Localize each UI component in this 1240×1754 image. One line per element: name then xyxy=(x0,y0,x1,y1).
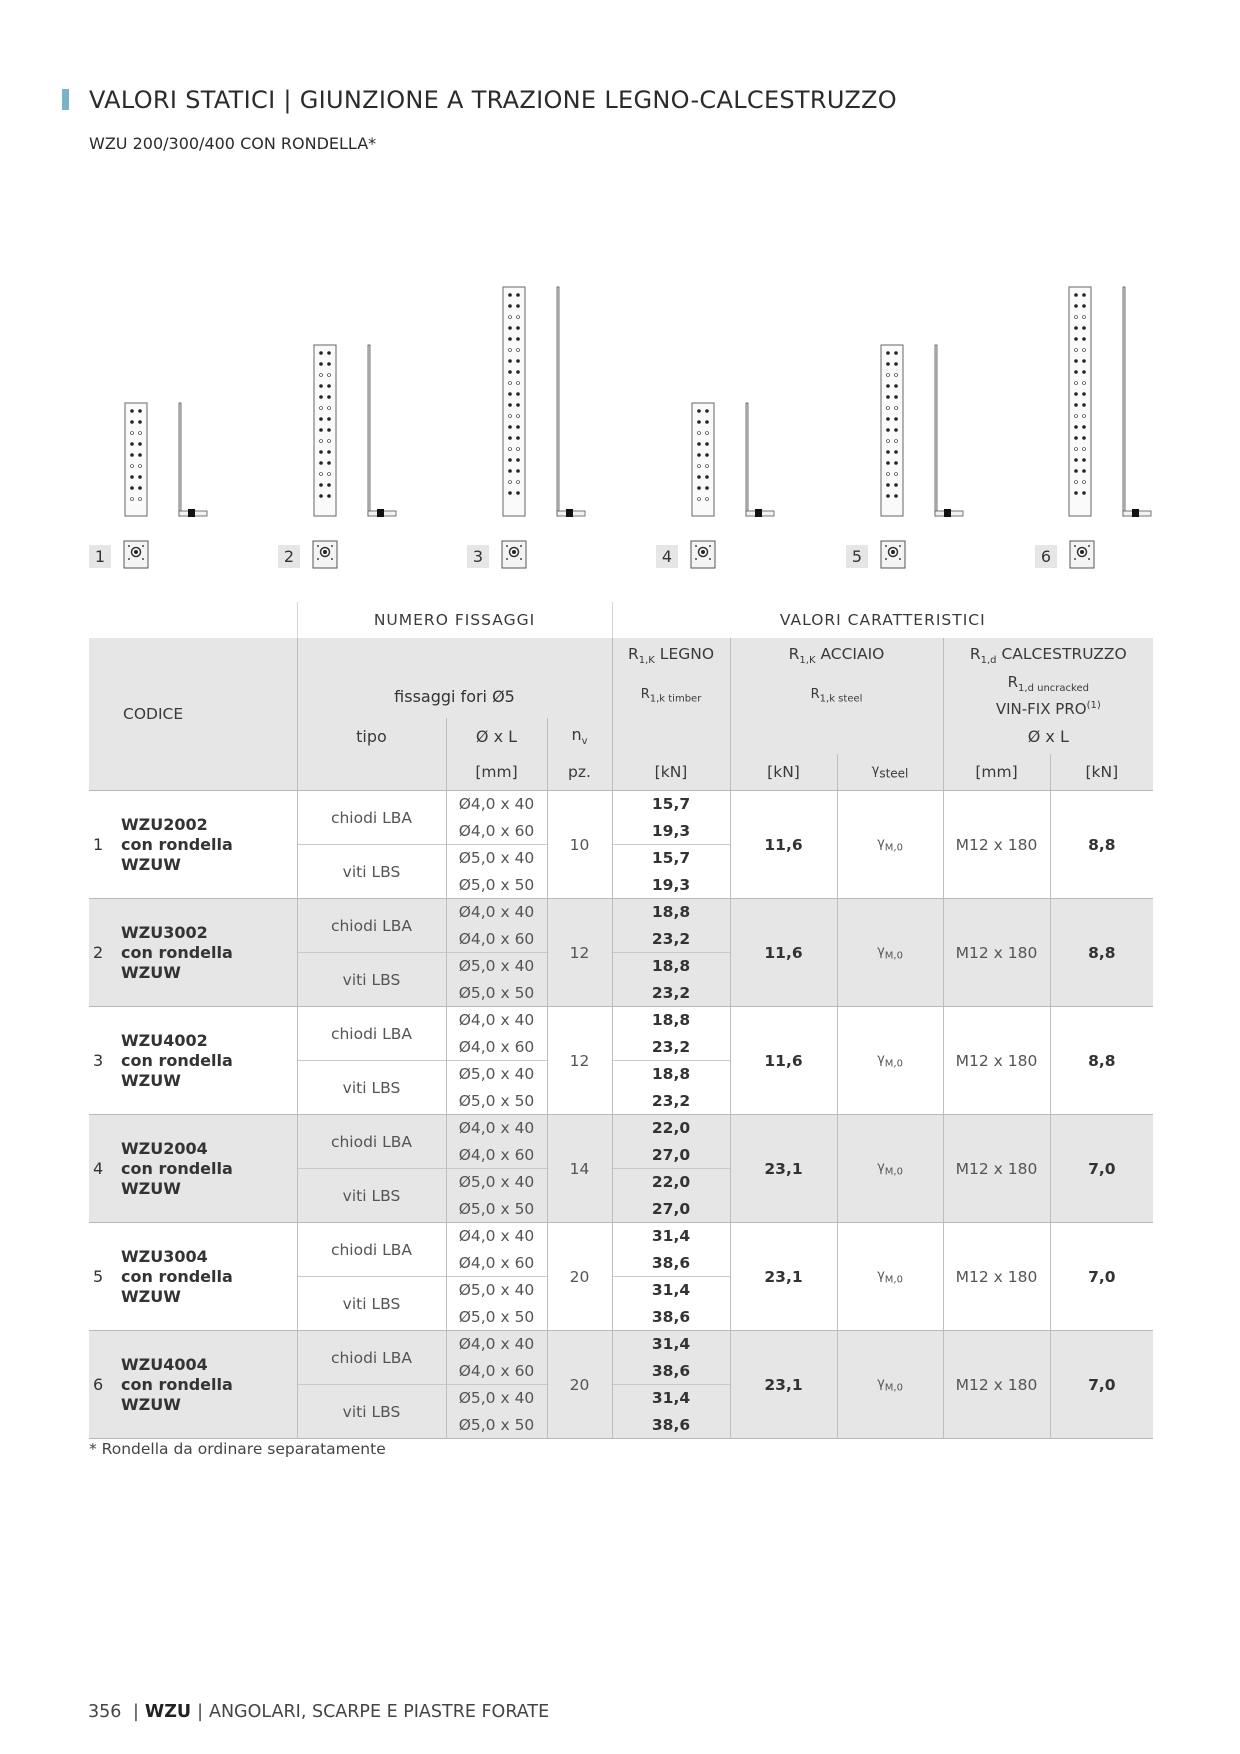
fixing-type: viti LBS xyxy=(297,1385,446,1439)
figure-number-label: 4 xyxy=(656,545,678,568)
unit-pz: pz. xyxy=(547,754,612,791)
r-concrete-value: 8,8 xyxy=(1050,899,1153,1007)
header-nv: $n_v$ xyxy=(547,718,612,754)
fixing-type: chiodi LBA xyxy=(297,899,446,953)
r-steel-value: 11,6 xyxy=(730,899,837,1007)
plate-side-view xyxy=(935,345,937,516)
fixing-dimension: Ø5,0 x 40 xyxy=(446,1061,547,1088)
header-r-timber: $R_{1,k timber}$ xyxy=(612,674,730,718)
plate-side-view xyxy=(368,345,370,516)
r-concrete-value: 8,8 xyxy=(1050,791,1153,899)
gamma-value: $\gamma_{M,0}$ xyxy=(837,899,943,1007)
header-fissaggi: fissaggi fori Ø5 xyxy=(297,638,612,718)
header-tipo: tipo xyxy=(297,718,446,754)
plate-side-view xyxy=(557,287,559,516)
r-timber-value: 15,7 xyxy=(612,791,730,818)
anchor-value: M12 x 180 xyxy=(943,1223,1050,1331)
table-row xyxy=(89,791,1153,818)
anchor-value: M12 x 180 xyxy=(943,791,1050,899)
figure-number-label: 6 xyxy=(1035,545,1057,568)
fixing-type: chiodi LBA xyxy=(297,1223,446,1277)
plate-front-view xyxy=(503,287,525,516)
fixing-dimension: Ø4,0 x 40 xyxy=(446,1007,547,1034)
header-dxl: Ø x L xyxy=(446,718,547,754)
group-header-values: VALORI CARATTERISTICI xyxy=(612,602,1153,638)
fixing-dimension: Ø5,0 x 40 xyxy=(446,1277,547,1304)
fixing-type: chiodi LBA xyxy=(297,791,446,845)
fixing-type: viti LBS xyxy=(297,1169,446,1223)
table-row xyxy=(89,1331,1153,1358)
unit-kn-acciaio: [kN] xyxy=(730,754,837,791)
r-steel-value: 11,6 xyxy=(730,1007,837,1115)
anchor-value: M12 x 180 xyxy=(943,1331,1050,1439)
fixing-dimension: Ø4,0 x 40 xyxy=(446,1223,547,1250)
r-steel-value: 23,1 xyxy=(730,1223,837,1331)
r-timber-value: 23,2 xyxy=(612,926,730,953)
table-row xyxy=(89,1223,1153,1250)
r-timber-value: 27,0 xyxy=(612,1196,730,1223)
fixing-dimension: Ø4,0 x 60 xyxy=(446,926,547,953)
r-timber-value: 18,8 xyxy=(612,899,730,926)
r-timber-value: 18,8 xyxy=(612,953,730,980)
plate-front-view xyxy=(692,403,714,516)
r-timber-value: 23,2 xyxy=(612,1088,730,1115)
row-code: WZU2002 con rondella WZUW xyxy=(121,791,297,899)
plate-front-view xyxy=(125,403,147,516)
page-number: 356 xyxy=(88,1702,122,1722)
r-concrete-value: 7,0 xyxy=(1050,1115,1153,1223)
plate-side-view xyxy=(1123,287,1125,516)
r-timber-value: 31,4 xyxy=(612,1331,730,1358)
page-subtitle: WZU 200/300/400 CON RONDELLA* xyxy=(89,134,377,153)
r-timber-value: 22,0 xyxy=(612,1169,730,1196)
r-timber-value: 38,6 xyxy=(612,1412,730,1439)
fixing-dimension: Ø5,0 x 40 xyxy=(446,1169,547,1196)
footnote: * Rondella da ordinare separatamente xyxy=(89,1440,386,1458)
unit-gamma: $\gamma_{steel}$ xyxy=(837,754,943,791)
page-footer: 356 | WZU | ANGOLARI, SCARPE E PIASTRE FORATE xyxy=(88,1702,550,1722)
unit-kn-legno: [kN] xyxy=(612,754,730,791)
r-timber-value: 38,6 xyxy=(612,1304,730,1331)
r-steel-value: 23,1 xyxy=(730,1115,837,1223)
header-cls-dxl: Ø x L xyxy=(943,718,1153,754)
header-r-legno: $R_{1,K}$ LEGNO xyxy=(612,638,730,674)
figure-number-label: 3 xyxy=(467,545,489,568)
r-timber-value: 18,8 xyxy=(612,1007,730,1034)
fixing-dimension: Ø5,0 x 50 xyxy=(446,872,547,899)
r-timber-value: 23,2 xyxy=(612,1034,730,1061)
fixing-count: 20 xyxy=(547,1223,612,1331)
fixing-count: 12 xyxy=(547,1007,612,1115)
fixing-dimension: Ø4,0 x 60 xyxy=(446,1358,547,1385)
row-index: 4 xyxy=(89,1115,121,1223)
gamma-value: $\gamma_{M,0}$ xyxy=(837,1007,943,1115)
r-concrete-value: 7,0 xyxy=(1050,1331,1153,1439)
r-concrete-value: 8,8 xyxy=(1050,1007,1153,1115)
table-row xyxy=(89,1115,1153,1142)
r-timber-value: 19,3 xyxy=(612,872,730,899)
plate-side-view xyxy=(179,403,181,516)
figure-number-label: 5 xyxy=(846,545,868,568)
static-values-table xyxy=(89,602,1153,1439)
row-index: 5 xyxy=(89,1223,121,1331)
r-timber-value: 38,6 xyxy=(612,1250,730,1277)
r-timber-value: 31,4 xyxy=(612,1223,730,1250)
r-timber-value: 23,2 xyxy=(612,980,730,1007)
fixing-dimension: Ø4,0 x 60 xyxy=(446,1250,547,1277)
r-concrete-value: 7,0 xyxy=(1050,1223,1153,1331)
fixing-dimension: Ø5,0 x 50 xyxy=(446,1088,547,1115)
unit-mm: [mm] xyxy=(446,754,547,791)
unit-kn-cls: [kN] xyxy=(1050,754,1153,791)
row-code: WZU2004 con rondella WZUW xyxy=(121,1115,297,1223)
anchor-value: M12 x 180 xyxy=(943,1115,1050,1223)
fixing-count: 20 xyxy=(547,1331,612,1439)
fixing-dimension: Ø5,0 x 50 xyxy=(446,1412,547,1439)
header-codice: CODICE xyxy=(123,705,184,723)
header-r-cls: $R_{1,d}$ CALCESTRUZZO xyxy=(943,638,1153,674)
header-r-steel: $R_{1,k steel}$ xyxy=(730,674,943,718)
fixing-count: 10 xyxy=(547,791,612,899)
page-title: VALORI STATICI | GIUNZIONE A TRAZIONE LEGNO-CALCESTRUZZO xyxy=(89,86,897,114)
r-steel-value: 23,1 xyxy=(730,1331,837,1439)
fixing-dimension: Ø4,0 x 60 xyxy=(446,1034,547,1061)
group-header-fixings: NUMERO FISSAGGI xyxy=(297,602,612,638)
unit-mm-cls: [mm] xyxy=(943,754,1050,791)
row-code: WZU3002 con rondella WZUW xyxy=(121,899,297,1007)
fixing-dimension: Ø4,0 x 40 xyxy=(446,1115,547,1142)
fixing-type: chiodi LBA xyxy=(297,1331,446,1385)
r-timber-value: 27,0 xyxy=(612,1142,730,1169)
r-timber-value: 38,6 xyxy=(612,1358,730,1385)
table-row xyxy=(89,899,1153,926)
figure-number-label: 2 xyxy=(278,545,300,568)
footer-section: ANGOLARI, SCARPE E PIASTRE FORATE xyxy=(209,1702,550,1722)
plate-front-view xyxy=(1069,287,1091,516)
table-row xyxy=(89,1007,1153,1034)
row-index: 3 xyxy=(89,1007,121,1115)
row-code: WZU4002 con rondella WZUW xyxy=(121,1007,297,1115)
fixing-count: 14 xyxy=(547,1115,612,1223)
fixing-type: viti LBS xyxy=(297,845,446,899)
fixing-dimension: Ø5,0 x 50 xyxy=(446,1304,547,1331)
r-timber-value: 31,4 xyxy=(612,1385,730,1412)
fixing-type: viti LBS xyxy=(297,953,446,1007)
fixing-type: viti LBS xyxy=(297,1277,446,1331)
plate-front-view xyxy=(314,345,336,516)
fixing-count: 12 xyxy=(547,899,612,1007)
r-timber-value: 31,4 xyxy=(612,1277,730,1304)
header-r-acciaio: $R_{1,K}$ ACCIAIO xyxy=(730,638,943,674)
plate-front-view xyxy=(881,345,903,516)
row-index: 1 xyxy=(89,791,121,899)
gamma-value: $\gamma_{M,0}$ xyxy=(837,1331,943,1439)
fixing-dimension: Ø5,0 x 40 xyxy=(446,953,547,980)
r-steel-value: 11,6 xyxy=(730,791,837,899)
r-timber-value: 15,7 xyxy=(612,845,730,872)
footer-product: WZU xyxy=(144,1702,192,1722)
product-illustrations xyxy=(0,0,1240,600)
gamma-value: $\gamma_{M,0}$ xyxy=(837,1223,943,1331)
fixing-dimension: Ø4,0 x 40 xyxy=(446,899,547,926)
gamma-value: $\gamma_{M,0}$ xyxy=(837,791,943,899)
fixing-dimension: Ø5,0 x 40 xyxy=(446,845,547,872)
r-timber-value: 18,8 xyxy=(612,1061,730,1088)
gamma-value: $\gamma_{M,0}$ xyxy=(837,1115,943,1223)
row-index: 6 xyxy=(89,1331,121,1439)
fixing-dimension: Ø5,0 x 50 xyxy=(446,1196,547,1223)
r-timber-value: 19,3 xyxy=(612,818,730,845)
figure-number-label: 1 xyxy=(89,545,111,568)
fixing-dimension: Ø4,0 x 40 xyxy=(446,1331,547,1358)
fixing-type: viti LBS xyxy=(297,1061,446,1115)
fixing-dimension: Ø4,0 x 60 xyxy=(446,818,547,845)
row-code: WZU3004 con rondella WZUW xyxy=(121,1223,297,1331)
row-code: WZU4004 con rondella WZUW xyxy=(121,1331,297,1439)
fixing-dimension: Ø4,0 x 40 xyxy=(446,791,547,818)
fixing-dimension: Ø5,0 x 40 xyxy=(446,1385,547,1412)
r-timber-value: 22,0 xyxy=(612,1115,730,1142)
fixing-type: chiodi LBA xyxy=(297,1115,446,1169)
anchor-value: M12 x 180 xyxy=(943,1007,1050,1115)
fixing-type: chiodi LBA xyxy=(297,1007,446,1061)
anchor-value: M12 x 180 xyxy=(943,899,1050,1007)
plate-side-view xyxy=(746,403,748,516)
fixing-dimension: Ø4,0 x 60 xyxy=(446,1142,547,1169)
header-r-uncracked: $R_{1,d uncracked}$ VIN-FIX PRO$^{(1)}$ xyxy=(943,674,1153,718)
fixing-dimension: Ø5,0 x 50 xyxy=(446,980,547,1007)
row-index: 2 xyxy=(89,899,121,1007)
